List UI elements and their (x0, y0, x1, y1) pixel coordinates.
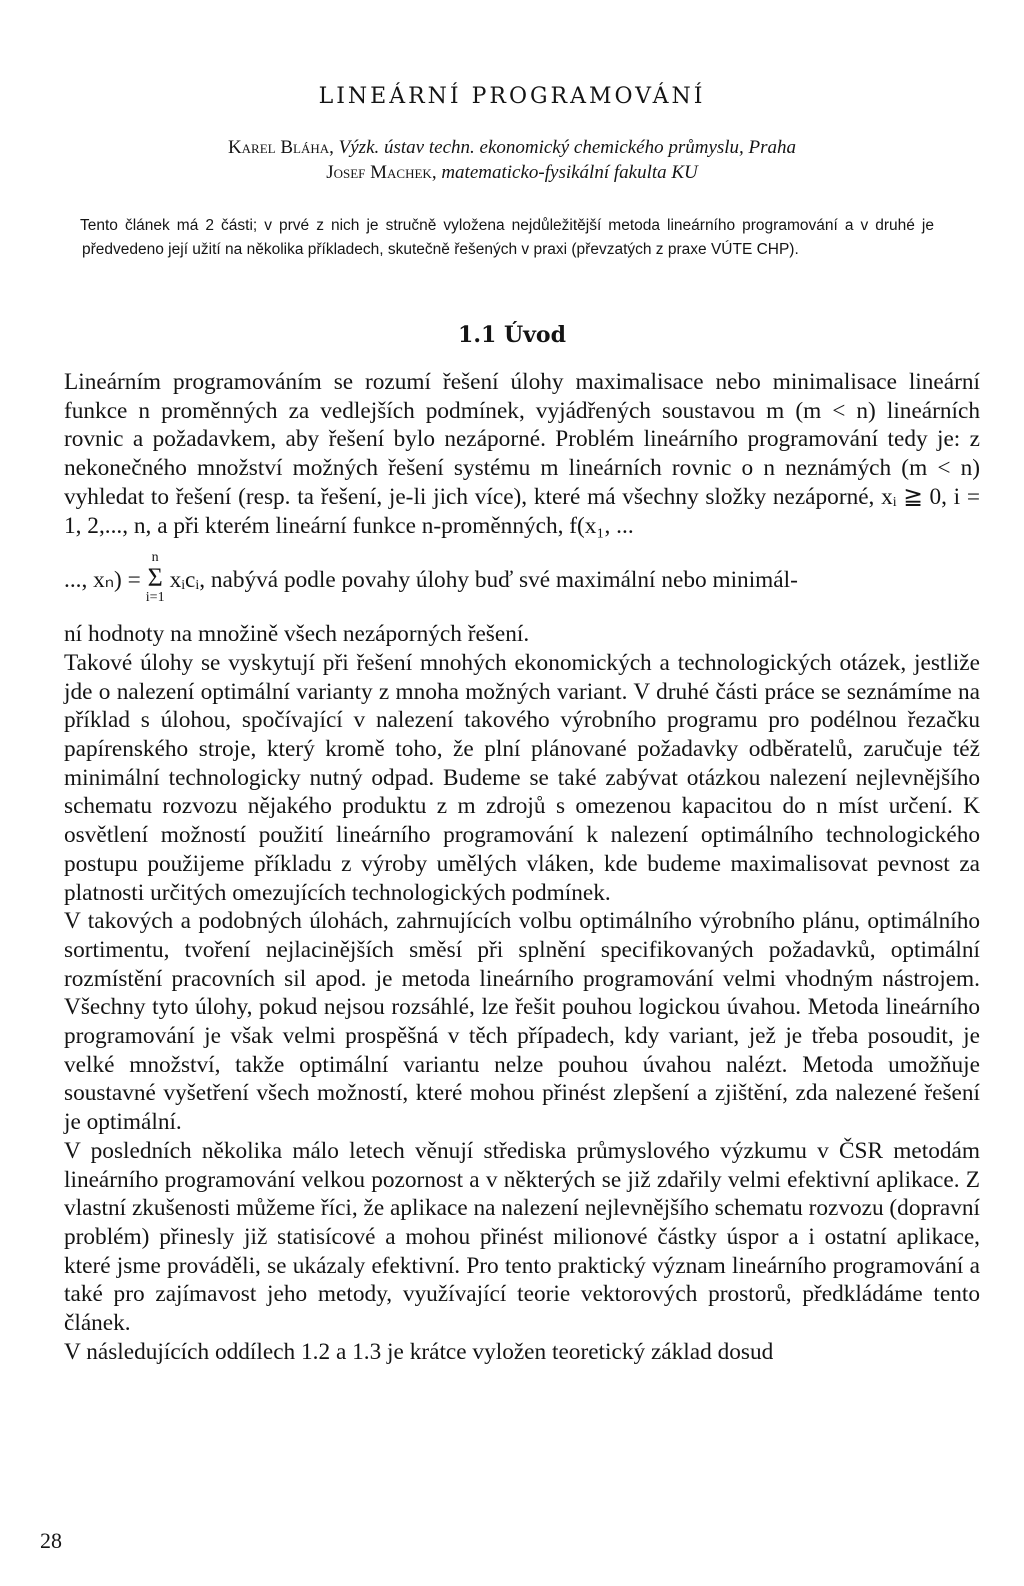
section-heading: 1.1 Úvod (458, 322, 566, 348)
paragraph-4: V posledních několika málo letech věnují střediska průmyslového výzkumu v ČSR metodám lineárního programování velkou pozornost a v některých se již zdařily velmi efektivní aplikace. Z vlastní zkušenosti můžeme říci, že aplikace na nalezení nejlevnějšího schematu rozvozu (dopravní problém) přinesly již statisícové a mohou přinést milionové částky úspor a i ostatní aplikace, které jsme prováděli, se ukázaly efektivní. Pro tento praktický význam lineárního programování a také pro zajímavost jeho metody, využívající teorie vektorových prostorů, předkládáme tento článek. (64, 1137, 980, 1337)
sum-term: xᵢcᵢ, (169, 566, 206, 593)
author-1-affiliation: Výzk. ústav techn. ekonomický chemického průmyslu, Praha (338, 137, 797, 158)
formula-line (64, 540, 980, 620)
author-2-name: Josef Machek (326, 162, 432, 183)
page-title: LINEÁRNÍ PROGRAMOVÁNÍ (318, 84, 706, 109)
author-separator-1: , (329, 137, 339, 158)
paragraph-2: Takové úlohy se vyskytují při řešení mnohých ekonomických a technologických otázek, jestliže jde o nalezení optimální varianty z mnoha možných variant. V druhé části práce se seznámíme na příklad s úlohou, spočívající v nalezení takového výrobního programu pro podélnou řezačku papírenského stroje, který kromě toho, že plní plánované požadavky odběratelů, zaručuje též minimální technologicky nutný odpad. Budeme se také zabývat otázkou nalezení nejlevnějšího schematu rozvozu nějakého produktu z m zdrojů s omezenou kapacitou do n míst určení. K osvětlení možností použití lineárního programování k nalezení optimálního technologického postupu použijeme příkladu z výroby umělých vláken, kde budeme maximalisovat pevnost za platnosti určitých omezujících technologických podmínek. (64, 649, 980, 906)
abstract: Tento článek má 2 části; v prvé z nich je stručně vyložena nejdůležitější metoda lineárního programování a v druhé je předvedeno její užití na několika příkladech, skutečně řešených v praxi (převzatých z praxe VÚTE CHP). (80, 217, 934, 258)
sum-symbol: Σ (147, 563, 163, 593)
paragraph-1: Lineárním programováním se rozumí řešení úlohy maximalisace nebo minimalisace lineární funkce n proměnných za vedlejších podmínek, vyjádřených soustavou m (m < n) lineárních rovnic a požadavkem, aby řešení bylo nezáporné. Problém lineárního programování tedy je: z nekonečného množství možných řešení systému m lineárních rovnic o n neznámých (m < n) vyhledat to řešení (resp. ta řešení, je-li jich více), které má všechny složky nezáporné, xᵢ ≧ 0, i = 1, 2,..., n, a při kterém lineární funkce n-proměnných, f(x₁, ... (64, 369, 980, 539)
author-1-name: Karel Bláha (227, 137, 330, 158)
page-number: 28 (40, 1528, 62, 1553)
sum-lower-limit: i=1 (145, 590, 165, 606)
article-body (64, 368, 980, 1367)
formula-left: ..., xₙ) = (64, 566, 141, 593)
author-line-2 (0, 162, 1024, 184)
paragraph-3: V takových a podobných úlohách, zahrnujících volbu optimálního výrobního plánu, optimálního sortimentu, tvoření nejlacinějších směsí při splnění specifikovaných požadavků, optimální rozmístění pracovních sil apod. je metoda lineárního programování velmi vhodným nástrojem. Všechny tyto úlohy, pokud nejsou rozsáhlé, lze řešit pouhou logickou úvahou. Metoda lineárního programování je však velmi prospěšná v těch případech, kdy variant, jež je třeba posoudit, je velké množství, takže optimální variantu nelze pouhou úvahou nalézt. Metoda umožňuje soustavné vyšetření všech možností, které mohou přinést zlepšení a zjištění, zda nalezené řešení je optimální. (64, 908, 980, 1136)
author-2-affiliation: matematicko-fysikální fakulta KU (441, 162, 698, 183)
paragraph-1-end: ní hodnoty na množině všech nezáporných řešení. (64, 621, 530, 648)
sum-notation (146, 551, 165, 605)
paragraph-5: V následujících oddílech 1.2 a 1.3 je krátce vyložen teoretický základ dosud (64, 1338, 774, 1365)
author-separator-2: , (431, 162, 442, 183)
sum-upper-limit: n (151, 550, 159, 566)
author-line-1 (0, 137, 1024, 159)
formula-right: nabývá podle povahy úlohy buď své maximální nebo minimál- (210, 566, 798, 593)
